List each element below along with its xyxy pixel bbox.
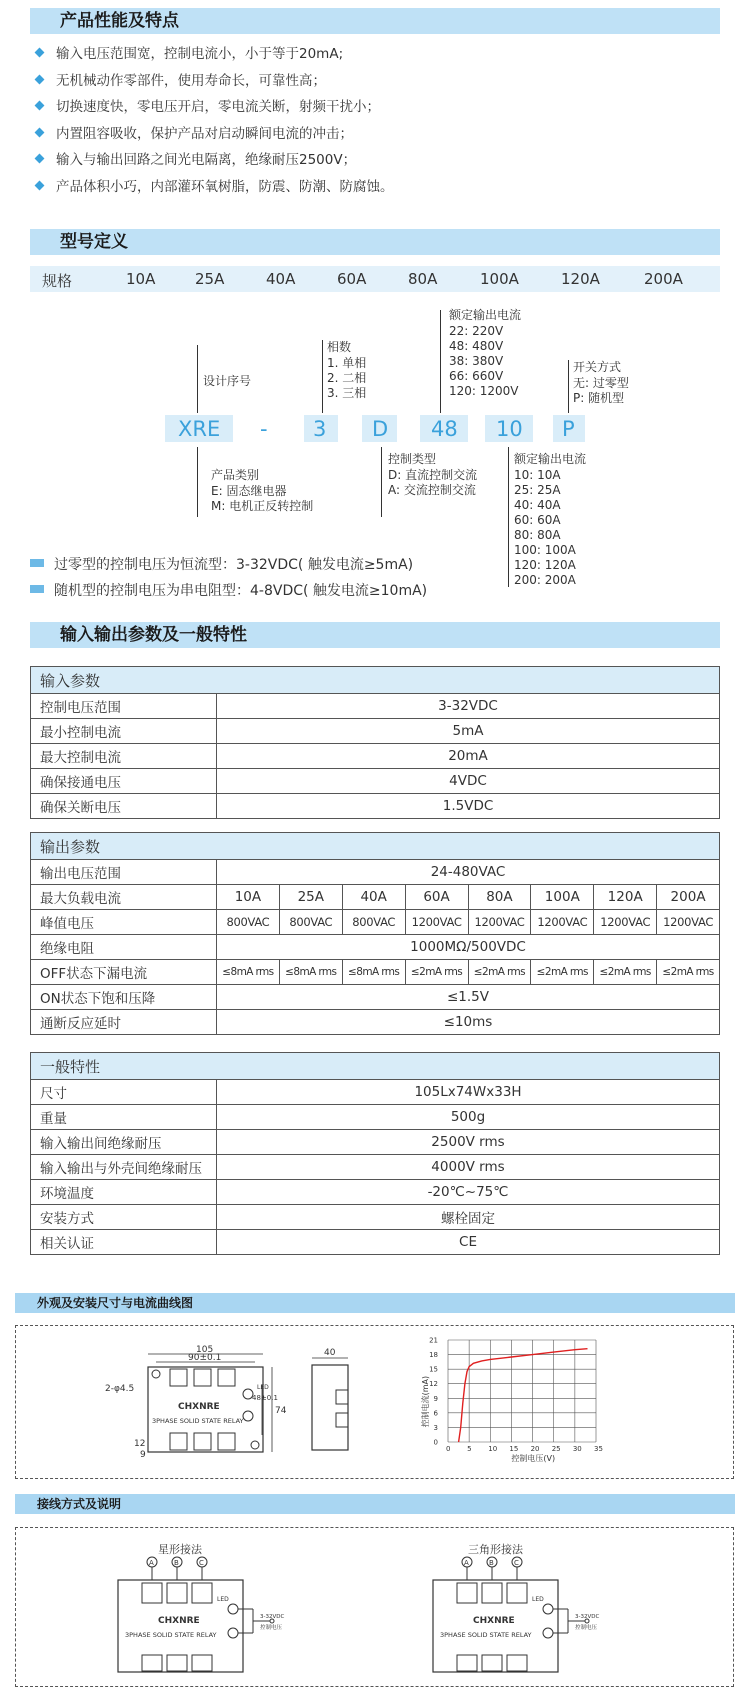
leader-line [440, 310, 441, 413]
row-value: 4000V rms [217, 1155, 720, 1180]
relay-label: 3PHASE SOLID STATE RELAY [440, 1631, 532, 1639]
code-dash: - [260, 417, 268, 441]
code-voltage: 48 [431, 417, 458, 441]
table-row [31, 719, 720, 744]
row-label: 绝缘电阻 [31, 935, 217, 960]
leader-line [197, 345, 198, 413]
code-series: XRE [178, 417, 221, 441]
note-random: 随机型的控制电压为串电阻型：4-8VDC( 触发电流≥10mA) [30, 580, 427, 600]
star-wiring-title: 星形接法 [158, 1543, 202, 1556]
delta-wiring-title: 三角形接法 [468, 1543, 523, 1556]
y-tick-label: 0 [433, 1438, 438, 1447]
row-label: 通断反应延时 [31, 1010, 217, 1035]
table-row [31, 794, 720, 819]
list-item: 40: 40A [514, 498, 561, 512]
table-row [31, 1080, 720, 1105]
dim-90-label: 90±0.1 [188, 1353, 222, 1363]
row-value: 40A [342, 885, 405, 910]
switch-items [573, 376, 629, 406]
table-row [31, 960, 720, 985]
design-serial-label: 设计序号 [203, 374, 252, 388]
leader-line [568, 360, 569, 413]
phase-items [327, 356, 366, 401]
dim-105-label: 105 [196, 1345, 214, 1355]
list-item: 3. 三相 [327, 386, 367, 400]
row-label: 最大负载电流 [31, 885, 217, 910]
spec-label: 规格 [42, 272, 73, 290]
control-label: 控制电压 [260, 1625, 283, 1631]
relay-label: 3PHASE SOLID STATE RELAY [125, 1631, 217, 1639]
rated-current-title: 额定输出电流 [514, 452, 587, 466]
row-value: CE [217, 1230, 720, 1255]
leader-line [508, 447, 509, 587]
list-item: 120: 1200V [449, 384, 519, 398]
table-row [31, 1105, 720, 1130]
row-value: 1200VAC [657, 910, 720, 935]
relay-body [118, 1580, 243, 1672]
dim-9-label: 9 [140, 1450, 146, 1460]
row-value: 24-480VAC [217, 860, 720, 885]
x-tick-label: 0 [446, 1445, 451, 1453]
control-title: 控制类型 [388, 452, 437, 466]
row-label: 确保关断电压 [31, 794, 217, 819]
feature-item: 产品体积小巧，内部灌环氧树脂，防震、防潮、防腐蚀。 [36, 179, 394, 195]
terminal-markers [462, 1557, 522, 1567]
x-tick-label: 35 [594, 1445, 603, 1453]
row-label: 重量 [31, 1105, 217, 1130]
feature-item: 无机械动作零部件，使用寿命长，可靠性高； [36, 73, 326, 89]
row-value: ≤8mA rms [342, 960, 405, 985]
svg-text:A: A [464, 1559, 469, 1567]
row-label: 控制电压范围 [31, 694, 217, 719]
y-tick-label: 18 [429, 1351, 438, 1360]
row-label: 最小控制电流 [31, 719, 217, 744]
list-item: M: 电机正反转控制 [211, 499, 314, 513]
row-value: 105Lx74Wx33H [217, 1080, 720, 1105]
dim-40-label: 40 [324, 1348, 336, 1358]
spec-value: 10A [126, 270, 156, 288]
list-item: 80: 80A [514, 528, 561, 542]
current-curve-chart [421, 1336, 650, 1476]
terminal-markers [147, 1557, 207, 1567]
note-zero-cross: 过零型的控制电压为恒流型：3-32VDC( 触发电流≥5mA) [30, 554, 413, 574]
svg-text:C: C [199, 1559, 204, 1567]
list-item: 60: 60A [514, 513, 561, 527]
row-value: ≤2mA rms [531, 960, 594, 985]
bullet-icon [35, 154, 45, 164]
row-label: 安装方式 [31, 1205, 217, 1230]
bullet-icon [35, 180, 45, 190]
list-item: 48: 480V [449, 339, 504, 353]
table-row [31, 1205, 720, 1230]
table-row [31, 1010, 720, 1035]
category-title: 产品类别 [211, 468, 260, 482]
bullet-icon [35, 101, 45, 111]
spec-value: 80A [408, 270, 438, 288]
y-tick-label: 3 [433, 1423, 438, 1432]
bullet-icon [35, 74, 45, 84]
row-value: 4VDC [217, 769, 720, 794]
delta-wiring-diagram [425, 1553, 625, 1670]
list-item: 无: 过零型 [573, 376, 629, 390]
table-row [31, 1155, 720, 1180]
svg-text:B: B [174, 1559, 179, 1567]
control-voltage: 3-32VDC [260, 1614, 285, 1620]
list-item: 1. 单相 [327, 356, 367, 370]
spec-value: 60A [337, 270, 367, 288]
row-value: 80A [468, 885, 531, 910]
row-value: 800VAC [342, 910, 405, 935]
leader-line [322, 340, 323, 413]
input-params-table [30, 666, 720, 819]
row-label: 输入输出间绝缘耐压 [31, 1130, 217, 1155]
y-tick-label: 21 [429, 1336, 438, 1345]
row-value: 100A [531, 885, 594, 910]
row-value: 120A [594, 885, 657, 910]
general-params-table [30, 1052, 720, 1255]
x-tick-label: 30 [572, 1445, 582, 1453]
row-value: 800VAC [217, 910, 280, 935]
star-wiring-diagram [110, 1553, 310, 1670]
list-item: 2. 二相 [327, 371, 367, 385]
row-label: 最大控制电流 [31, 744, 217, 769]
y-axis-label: 控制电流(mA) [421, 1375, 430, 1428]
params-section-title: 输入输出参数及一般特性 [30, 622, 720, 648]
led-label: LED [217, 1596, 229, 1603]
list-item: 66: 660V [449, 369, 504, 383]
features-section-title: 产品性能及特点 [30, 8, 720, 34]
spec-value: 40A [266, 270, 296, 288]
row-value: 5mA [217, 719, 720, 744]
row-value: ≤2mA rms [405, 960, 468, 985]
relay-dimension-drawing [100, 1345, 380, 1470]
table-head: 输入参数 [31, 667, 720, 694]
relay-label: 3PHASE SOLID STATE RELAY [152, 1417, 244, 1425]
row-value: ≤2mA rms [657, 960, 720, 985]
row-value: 800VAC [279, 910, 342, 935]
row-value: 25A [279, 885, 342, 910]
list-item: D: 直流控制交流 [388, 468, 478, 482]
code-control: D [372, 417, 389, 441]
svg-text:C: C [514, 1559, 519, 1567]
row-value: ≤2mA rms [594, 960, 657, 985]
row-value: -20℃~75℃ [217, 1180, 720, 1205]
row-value: 2500V rms [217, 1130, 720, 1155]
row-label: OFF状态下漏电流 [31, 960, 217, 985]
relay-brand: CHXNRE [178, 1402, 220, 1412]
control-voltage: 3-32VDC [575, 1614, 600, 1620]
x-tick-label: 20 [530, 1445, 540, 1453]
control-items [388, 468, 477, 498]
row-value: 1200VAC [468, 910, 531, 935]
row-value: 10A [217, 885, 280, 910]
dimensions-section-title: 外观及安装尺寸与电流曲线图 [15, 1293, 735, 1313]
dim-holes-label: 2-φ4.5 [105, 1384, 135, 1394]
list-item: 10: 10A [514, 468, 561, 482]
x-tick-label: 5 [467, 1445, 472, 1453]
row-value: ≤8mA rms [217, 960, 280, 985]
row-value: 螺栓固定 [217, 1205, 720, 1230]
table-row [31, 910, 720, 935]
control-label: 控制电压 [575, 1625, 598, 1631]
row-value: ≤8mA rms [279, 960, 342, 985]
rated-voltage-items [449, 324, 519, 399]
list-item: 200: 200A [514, 573, 576, 587]
table-row [31, 694, 720, 719]
series-line [459, 1349, 588, 1442]
table-row [31, 769, 720, 794]
spec-row [30, 266, 720, 292]
leader-line [197, 447, 198, 517]
output-params-table [30, 832, 720, 1035]
row-value: ≤10ms [217, 1010, 720, 1035]
row-label: 确保接通电压 [31, 769, 217, 794]
table-row [31, 935, 720, 960]
bullet-icon [35, 48, 45, 58]
relay-brand: CHXNRE [158, 1616, 200, 1626]
relay-brand: CHXNRE [473, 1616, 515, 1626]
row-value: 500g [217, 1105, 720, 1130]
row-label: ON状态下饱和压降 [31, 985, 217, 1010]
row-label: 峰值电压 [31, 910, 217, 935]
code-phase: 3 [313, 417, 327, 441]
dim-48-label: 48±0.1 [252, 1394, 278, 1402]
row-value: 1.5VDC [217, 794, 720, 819]
feature-item: 切换速度快，零电压开启，零电流关断，射频干扰小； [36, 99, 380, 115]
model-section-title: 型号定义 [30, 229, 720, 255]
table-row [31, 1180, 720, 1205]
dim-12-label: 12 [134, 1439, 146, 1449]
x-tick-label: 25 [551, 1445, 561, 1453]
rated-voltage-title: 额定输出电流 [449, 308, 522, 322]
list-item: 120: 120A [514, 558, 576, 572]
row-value: 20mA [217, 744, 720, 769]
list-item: A: 交流控制交流 [388, 483, 476, 497]
wiring-section-title: 接线方式及说明 [15, 1494, 735, 1514]
table-head: 输出参数 [31, 833, 720, 860]
relay-side-view [312, 1365, 348, 1450]
table-row [31, 1230, 720, 1255]
table-row [31, 860, 720, 885]
row-label: 环境温度 [31, 1180, 217, 1205]
code-switch: P [562, 417, 575, 441]
table-head: 一般特性 [31, 1053, 720, 1080]
row-value: 1200VAC [531, 910, 594, 935]
relay-body [433, 1580, 558, 1672]
x-axis-label: 控制电压(V) [511, 1454, 556, 1463]
row-value: 1000MΩ/500VDC [217, 935, 720, 960]
table-row [31, 744, 720, 769]
y-tick-label: 12 [429, 1380, 438, 1389]
y-tick-label: 6 [433, 1409, 438, 1418]
switch-title: 开关方式 [573, 360, 622, 374]
bullet-icon [35, 127, 45, 137]
table-row [31, 885, 720, 910]
y-tick-label: 15 [429, 1365, 438, 1374]
category-items [211, 484, 313, 514]
feature-item: 内置阻容吸收，保护产品对启动瞬间电流的冲击； [36, 126, 353, 142]
dim-74-label: 74 [275, 1406, 287, 1416]
row-value: 1200VAC [405, 910, 468, 935]
list-item: P: 随机型 [573, 391, 625, 405]
spec-value: 200A [644, 270, 683, 288]
table-row [31, 1130, 720, 1155]
svg-text:B: B [489, 1559, 494, 1567]
row-value: 200A [657, 885, 720, 910]
spec-value: 100A [480, 270, 519, 288]
row-label: 尺寸 [31, 1080, 217, 1105]
row-label: 输入输出与外壳间绝缘耐压 [31, 1155, 217, 1180]
led-label: LED [532, 1596, 544, 1603]
led-label: LED [257, 1384, 269, 1391]
list-item: 25: 25A [514, 483, 561, 497]
list-item: E: 固态继电器 [211, 484, 287, 498]
feature-item: 输入电压范围宽，控制电流小，小于等于20mA; [36, 46, 343, 62]
x-tick-label: 10 [488, 1445, 498, 1453]
row-value: 3-32VDC [217, 694, 720, 719]
feature-item: 输入与输出回路之间光电隔离，绝缘耐压2500V； [36, 152, 356, 168]
leader-line [381, 447, 382, 517]
spec-value: 120A [561, 270, 600, 288]
row-value: 60A [405, 885, 468, 910]
spec-value: 25A [195, 270, 225, 288]
rated-current-items [514, 468, 576, 588]
y-tick-label: 9 [433, 1394, 438, 1403]
table-row [31, 985, 720, 1010]
row-label: 输出电压范围 [31, 860, 217, 885]
row-value: 1200VAC [594, 910, 657, 935]
code-current: 10 [496, 417, 523, 441]
list-item: 22: 220V [449, 324, 504, 338]
svg-text:A: A [149, 1559, 154, 1567]
row-value: ≤2mA rms [468, 960, 531, 985]
phase-title: 相数 [327, 340, 352, 354]
list-item: 100: 100A [514, 543, 576, 557]
list-item: 38: 380V [449, 354, 504, 368]
x-tick-label: 15 [509, 1445, 519, 1453]
row-value: ≤1.5V [217, 985, 720, 1010]
row-label: 相关认证 [31, 1230, 217, 1255]
